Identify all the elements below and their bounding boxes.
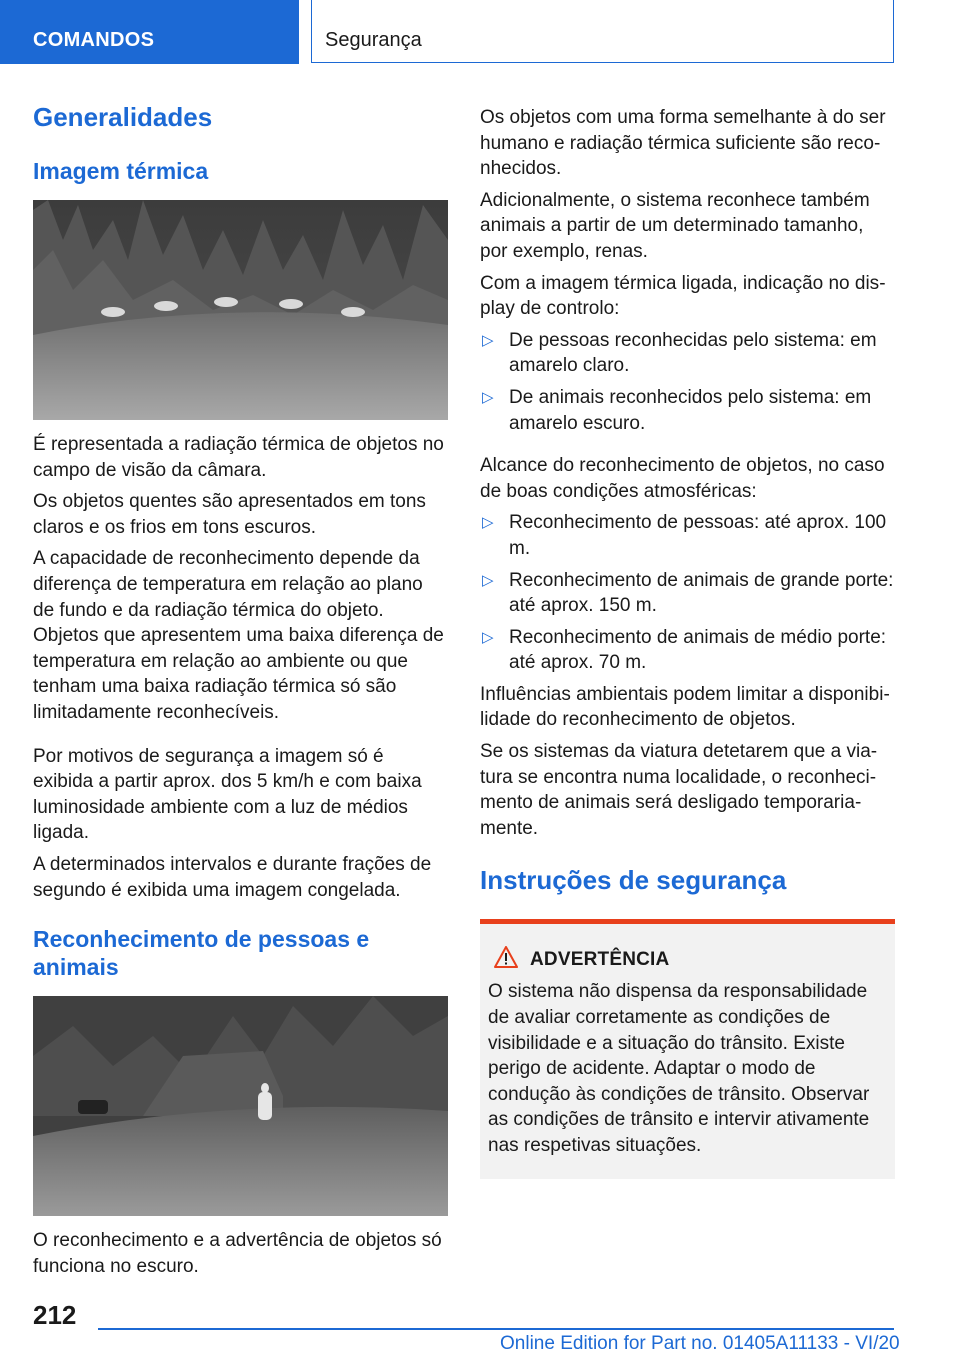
warning-text: O sistema não dispensa da responsabilidade de avaliar corretamente as condições de visibilidade e a situação do trânsito. Existe perigo de acidente. Adaptar o modo de condução às condições de trânsito. Observar as condições de trânsito e intervir ativamente nas respetivas situações. [488,981,870,1156]
paragraph: A determinados intervalos e durante frações de segundo é exibida uma imagem congelada. [33,853,432,901]
paragraph: É representada a radiação térmica de objetos no campo de visão da câmara. [33,434,444,481]
paragraph: Adicionalmente, o sistema reconhece também animais a partir de um determinado tamanho, por exemplo, renas. [480,189,870,262]
paragraph: Alcance do reconhecimento de objetos, no caso de boas condições atmosféricas: [480,455,885,502]
triangle-right-icon: ▷ [482,628,494,646]
paragraph: Se os sistemas da viatura detetarem que a viatura se encontra numa localidade, o reconhecimento de animais será desligado temporariamente. [480,741,878,839]
list-item: ▷ Reconhecimento de pessoas: até aprox. 100 m. [482,512,887,559]
triangle-right-icon: ▷ [482,571,494,589]
paragraph: Os objetos com uma forma semelhante à do ser humano e radiação térmica suficiente são reconhecidos. [480,107,886,180]
heading-instrucoes-seguranca: Instruções de segurança [480,865,787,896]
paragraph: Influências ambientais podem limitar a disponibilidade do reconhecimento de objetos. [480,683,890,731]
header-section-tab [0,0,299,64]
list-item: ▷ Reconhecimento de animais de grande porte: até aprox. 150 m. [482,569,894,617]
page-number: 212 [33,1300,77,1330]
heading-reconhecimento: Reconhecimento de pessoas e animais [33,926,370,981]
warning-triangle-icon [494,946,518,973]
warning-header [488,946,887,973]
header-topic-label: Segurança [325,29,422,51]
header-section-label: COMANDOS [33,29,155,51]
left-column [33,100,448,1279]
triangle-right-icon: ▷ [482,331,494,349]
warning-title: ADVERTÊNCIA [530,948,670,970]
heading-imagem-termica: Imagem térmica [33,158,209,184]
paragraph: Com a imagem térmica ligada, indicação no display de controlo: [480,272,886,320]
triangle-right-icon: ▷ [482,514,494,532]
list-ranges [480,510,895,676]
triangle-right-icon: ▷ [482,388,494,406]
list-item: ▷ De animais reconhecidos pelo sistema: em amarelo escuro. [482,386,872,434]
thermal-image-pedestrian [33,996,448,1216]
paragraph: Os objetos quentes são apresentados em tons claros e os frios em tons escuros. [33,491,426,538]
footer-edition: Online Edition for Part no. 01405A11133 - VI/20 [500,1333,900,1354]
warning-box [480,919,895,1178]
list-indications [480,328,895,436]
heading-generalidades: Generalidades [33,102,213,132]
paragraph: A capacidade de reconhecimento depende da diferença de temperatura em relação ao plano de fundo e da radiação térmica do objeto. Objetos que apresentem uma baixa diferença de temperatura em relação ao ambiente ou que tenham uma baixa radiação térmica só são limitadamente reconhecíveis. [33,548,444,723]
list-item: ▷ De pessoas reconhecidas pelo sistema: em amarelo claro. [482,329,877,377]
thermal-image-animals [33,200,448,420]
paragraph: Por motivos de segurança a imagem só é exibida a partir aprox. dos 5 km/h e com baixa luminosidade ambiente com a luz de médios ligada. [33,745,422,844]
list-item: ▷ Reconhecimento de animais de médio porte: até aprox. 70 m. [482,626,887,674]
header-topic-tab [311,0,894,63]
footer-divider [98,1328,894,1330]
right-column [480,105,895,1179]
paragraph: O reconhecimento e a advertência de objetos só funciona no escuro. [33,1230,442,1277]
